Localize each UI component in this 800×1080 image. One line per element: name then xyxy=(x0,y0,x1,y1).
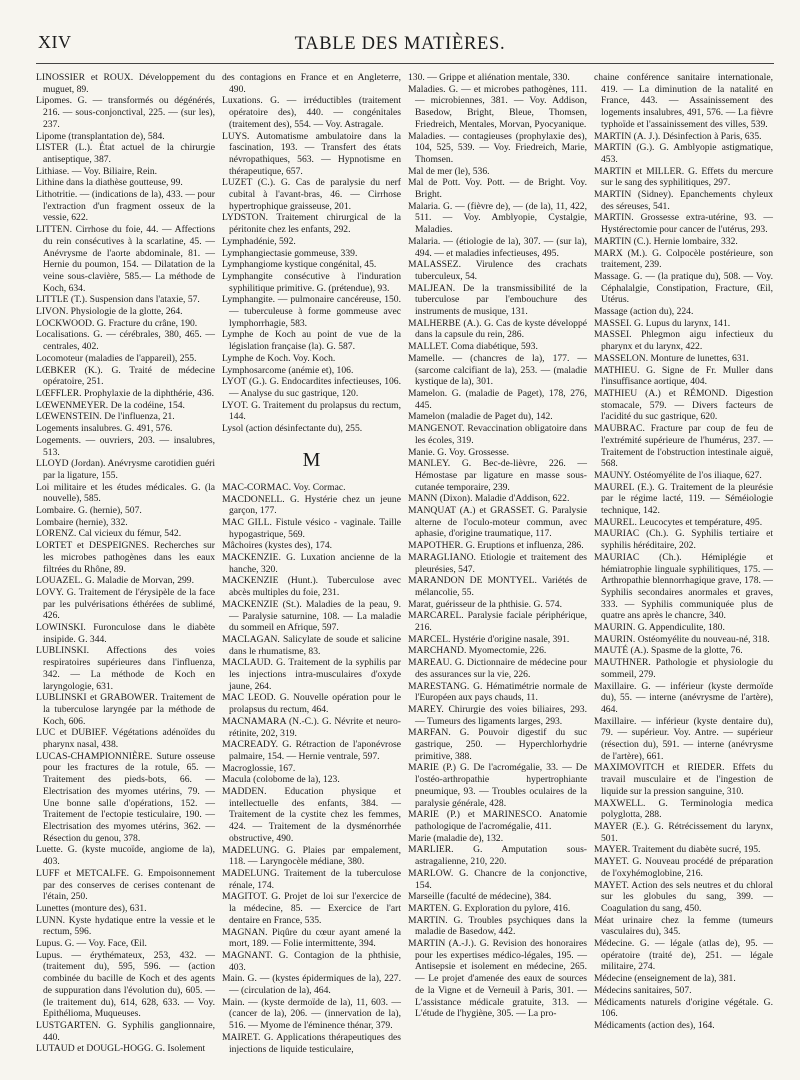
index-entry: MARLOW. G. Chancre de la conjonctive, 154. xyxy=(408,867,587,891)
index-entry: LYOT (G.). G. Endocardites infectieuses, 106. — Analyse du suc gastrique, 120. xyxy=(222,376,401,399)
index-entry: MARTIN (A.-J.). G. Revision des honoraires pour les expertises médico-légales, 195. — Antisepsie et isolement en médecine, 265. — Le projet d'amenée des eaux de sources de la Vigne et de Verneuil à Paris, 301. — L'assistance médicale gratuite, 313. — L'étude de l'hygiène, 305. — La pro- xyxy=(408,938,587,1020)
index-entry: Lithine dans la diathèse goutteuse, 99. xyxy=(36,177,183,189)
index-entry: Lymphe de Koch. Voy. Koch. xyxy=(222,352,336,364)
index-entry: LUZET (C.). G. Cas de paralysie du nerf cubital à l'avant-bras, 46. — Cirrhose hypertrophique graisseuse, 201. xyxy=(222,177,401,212)
index-entry: Massage. G. — (la pratique du), 508. — Voy. Céphalalgie, Constipation, Fracture, Œil, Utérus. xyxy=(594,270,773,306)
index-entry: MAPOTHER. G. Eruptions et influenza, 286. xyxy=(408,540,584,552)
index-entry: Lombaire (hernie), 332. xyxy=(36,516,128,528)
index-entry: LUFF et METCALFE. G. Empoisonnement par des conserves de cerises contenant de l'étain, 250. xyxy=(36,867,215,903)
index-entry: MAURIN. G. Appendiculite, 180. xyxy=(594,622,725,634)
index-entry: LUBLINSKI et GRABOWER. Traitement de la tuberculose laryngée par la méthode de Koch, 606. xyxy=(36,692,215,727)
index-entry: MACDONELL. G. Hystérie chez un jeune garçon, 177. xyxy=(222,493,401,517)
index-entry: Médicaments naturels d'origine végétale. G. 106. xyxy=(594,996,773,1020)
index-entry: MARTIN. G. Troubles psychiques dans la maladie de Basedow, 442. xyxy=(408,914,587,938)
index-entry: MANN (Dixon). Maladie d'Addison, 622. xyxy=(408,493,570,505)
index-entry: MAYER. Traitement du diabète sucré, 195. xyxy=(594,844,761,856)
index-entry: Locomoteur (maladies de l'appareil), 255. xyxy=(36,352,197,364)
index-entry: MARLIER. G. Amputation sous-astragalienne, 210, 220. xyxy=(408,844,587,868)
index-entry: MARESTANG. G. Hématimétrie normale de l'Européen aux pays chauds, 11. xyxy=(408,680,587,704)
index-entry: LOWINSKI. Furonculose dans le diabète insipide. G. 344. xyxy=(36,622,215,645)
index-entry: MADELUNG. Traitement de la tuberculose rénale, 174. xyxy=(222,868,401,891)
index-entry: MAUBRAC. Fracture par coup de feu de l'extrémité supérieure de l'humérus, 237. — Traitement de l'obstruction intestinale aiguë, 568. xyxy=(594,423,773,470)
index-entry: MACKENZIE (St.). Maladies de la peau, 9. — Paralysie saturnine, 108. — La maladie du sommeil en Afrique, 597. xyxy=(222,598,401,634)
index-entry: MACNAMARA (N.-C.). G. Névrite et neuro-rétinite, 202, 319. xyxy=(222,715,401,739)
index-entry: Luette. G. (kyste mucoïde, angiome de la), 403. xyxy=(36,844,215,868)
column-3 xyxy=(408,72,588,1068)
column-2 xyxy=(222,72,402,1068)
index-entry: MARIE (P.) et MARINESCO. Anatomie pathologique de l'acromégalie, 411. xyxy=(408,809,587,832)
header-rule xyxy=(36,63,774,64)
index-entry: Main. — (kyste dermoïde de la), 11, 603. — (cancer de la), 206. — (innervation de la), 516. — Myome de l'éminence thénar, 379. xyxy=(222,996,401,1032)
index-entry: Manie. G. Voy. Grossesse. xyxy=(408,446,510,458)
index-entry: Logements insalubres. G. 491, 576. xyxy=(36,423,173,435)
index-entry: MANQUAT (A.) et GRASSET. G. Paralysie alterne de l'oculo-moteur commun, avec aphasie, d'origine traumatique, 117. xyxy=(408,505,587,540)
page-number: XIV xyxy=(38,32,72,52)
index-entry: MARFAN. G. Pouvoir digestif du suc gastrique, 250. — Hyperchlorhydrie primitive, 388. xyxy=(408,727,587,762)
index-entry: Lombaire. G. (hernie), 507. xyxy=(36,505,142,517)
index-entry: MARTIN (C.). Hernie lombaire, 332. xyxy=(594,235,738,247)
index-entry: Médecine. G. — légale (atlas de), 95. — opératoire (traité de), 251. — légale militaire, 274. xyxy=(594,938,773,973)
index-entry: chaine conférence sanitaire internationale, 419. — La diminution de la natalité en France, 443. — Assainissement des logements insalubres, 491, 576. — La fièvre typhoïde et l'assainissement des villes, 539. xyxy=(594,72,773,130)
index-entry: Lymphangite consécutive à l'induration syphilitique primitive. G. (prétendue), 93. xyxy=(222,270,401,294)
index-entry: LYOT. G. Traitement du prolapsus du rectum, 144. xyxy=(222,399,401,423)
index-entry: MAUNY. Ostéomyélite de l'os iliaque, 627. xyxy=(594,469,762,481)
index-entry: MARCHAND. Myomectomie, 226. xyxy=(408,645,547,657)
index-entry: Macroglossie, 167. xyxy=(222,762,296,774)
index-entry: Marie (maladie de), 132. xyxy=(408,832,504,844)
index-entry: Malaria. — (étiologie de la), 307. — (sur la), 494. — et maladies infectieuses, 495. xyxy=(408,235,587,259)
column-4 xyxy=(594,72,774,1068)
index-entry: MANLEY. G. Bec-de-lièvre, 226. — Hémostase par ligature en masse sous-cutanée temporaire, 239. xyxy=(408,458,587,493)
index-entry: Maladies. — contagieuses (prophylaxie des), 104, 525, 539. — Voy. Friedreich, Marie, Thomsen. xyxy=(408,130,587,165)
index-entry: MAYET. Action des sels neutres et du chloral sur les globules du sang, 399. — Coagulation du sang, 450. xyxy=(594,879,773,914)
index-entry: MAC GILL. Fistule vésico - vaginale. Taille hypogastrique, 569. xyxy=(222,516,401,540)
index-entry: LUC et DUBIEF. Végétations adénoïdes du pharynx nasal, 438. xyxy=(36,727,215,751)
index-entry: MAURIAC (Ch.). G. Syphilis tertiaire et syphilis héréditaire, 202. xyxy=(594,528,773,552)
index-entry: Mal de mer (le), 536. xyxy=(408,165,490,177)
index-entry: MARTIN et MILLER. G. Effets du mercure sur le sang des syphilitiques, 297. xyxy=(594,165,773,189)
index-entry: LUBLINSKI. Affections des voies respiratoires supérieures dans l'influenza, 342. — La méthode de Koch en laryngologie, 631. xyxy=(36,645,215,692)
index-entry: Localisations. G. — cérébrales, 380, 465. — centrales, 402. xyxy=(36,329,215,353)
index-entry: LITTEN. Cirrhose du foie, 44. — Affections du rein consécutives à la scarlatine, 45. — Anévrysme de l'aorte abdominale, 81. — Hernie du poumon, 154. — Dilatation de la veine sous-clavière, 585.— La méthode de Koch, 634. xyxy=(36,224,215,294)
index-entry: MARANDON DE MONTYEL. Variétés de mélancolie, 55. xyxy=(408,575,587,598)
index-entry: MAGITOT. G. Projet de loi sur l'exercice de la médecine, 85. — Exercice de l'art dentaire en France, 535. xyxy=(222,891,401,926)
index-entry: Lupus. — érythémateux, 253, 432. — (traitement du), 595, 596. — (action combinée du bacille de Koch et des agents de suppuration dans l'évolution du), 605. — (le traitement du), 614, 628, 633. — Voy. Epithélioma, Muqueuses. xyxy=(36,949,215,1020)
index-entry: LOCKWOOD. G. Fracture du crâne, 190. xyxy=(36,317,198,329)
index-entry: MAGNANT. G. Contagion de la phthisie, 403. xyxy=(222,949,401,973)
index-entry: Marseille (faculté de médecine), 384. xyxy=(408,891,552,903)
index-entry: Méat urinaire chez la femme (tumeurs vasculaires du), 345. xyxy=(594,914,773,938)
index-entry: MALASSEZ. Virulence des crachats tuberculeux, 54. xyxy=(408,259,587,282)
index-entry: Logements. — ouvriers, 203. — insalubres, 513. xyxy=(36,434,215,458)
index-entry: MAXWELL. G. Terminologia medica polyglotta, 288. xyxy=(594,797,773,821)
index-entry: Lymphadénie, 592. xyxy=(222,235,296,247)
index-entry: Massage (action du), 224. xyxy=(594,306,694,318)
column-1 xyxy=(36,72,216,1068)
index-entry: MAYER (E.). G. Rétrécissement du larynx, 501. xyxy=(594,821,773,844)
index-entry: Mamelon (maladie de Paget du), 142. xyxy=(408,411,553,423)
index-entry: Médecine (enseignement de la), 381. xyxy=(594,973,736,985)
index-entry: MARX (M.). G. Colpocèle postérieure, son traitement, 239. xyxy=(594,247,773,271)
index-entry: Lymphe de Koch au point de vue de la législation française (la). G. 587. xyxy=(222,329,401,353)
index-entry: LUSTGARTEN. G. Syphilis ganglionnaire, 440. xyxy=(36,1019,215,1043)
index-entry: Luxations. G. — irréductibles (traitement opératoire des), 440. — congénitales (traitement des), 554. — Voy. Astragale. xyxy=(222,95,401,130)
index-entry: LIVON. Physiologie de la glotte, 264. xyxy=(36,306,183,318)
index-entry: Mal de Pott. Voy. Pott. — de Bright. Voy. Bright. xyxy=(408,177,587,201)
index-entry: MACLAUD. G. Traitement de la syphilis par les injections intra-musculaires d'oxyde jaune, 264. xyxy=(222,657,401,692)
index-entry: LUCAS-CHAMPIONNIÈRE. Suture osseuse pour les fractures de la rotule, 65. — Traitement des pieds-bots, 66. — Electrisation des myomes utérins, 79. — Une bonne salle d'opérations, 152. — Traitement de l'ectopie testiculaire, 190. — Electrisation des myomes utérins, 362. — Résection du genou, 378. xyxy=(36,750,215,844)
index-entry: MARTIN. Grossesse extra-utérine, 93. — Hystérectomie pour cancer de l'utérus, 293. xyxy=(594,212,773,236)
index-entry: LLOYD (Jordan). Anévrysme carotidien guéri par la ligature, 155. xyxy=(36,458,215,481)
index-entry: Lymphangiectasie gommeuse, 339. xyxy=(222,247,358,259)
index-entry: MAXIMOVITCH et RIEDER. Effets du travail musculaire et de l'ingestion de liquide sur la pression sanguine, 310. xyxy=(594,762,773,797)
index-entry: MAC LEOD. G. Nouvelle opération pour le prolapsus du rectum, 464. xyxy=(222,692,401,716)
index-entry: MAGNAN. Piqûre du cœur ayant amené la mort, 189. — Folie intermittente, 394. xyxy=(222,926,401,950)
index-entry: MARCAREL. Paralysie faciale périphérique, 216. xyxy=(408,610,587,634)
index-entry: Lymphangite. — pulmonaire cancéreuse, 150. — tuberculeuse à forme gommeuse avec lymphorrhagie, 583. xyxy=(222,294,401,329)
index-entry: MAUREL (E.). G. Traitement de la pleurésie par le régime lacté, 119. — Séméiologie technique, 142. xyxy=(594,481,773,517)
index-entry: MASSEI. Phlegmon aigu infectieux du pharynx et du larynx, 422. xyxy=(594,329,773,353)
index-entry: MARTIN (G.). G. Amblyopie astigmatique, 453. xyxy=(594,142,773,165)
index-entry: MADDEN. Education physique et intellectuelle des enfants, 384. — Traitement de la cystite chez les femmes, 424. — Traitement de la dysménorrhée obstructive, 490. xyxy=(222,786,401,844)
index-entry: MASSEI. G. Lupus du larynx, 141. xyxy=(594,317,731,329)
index-entry: MARTIN (A. J.). Désinfection à Paris, 635. xyxy=(594,130,762,142)
index-entry: MACKENZIE. G. Luxation ancienne de la hanche, 320. xyxy=(222,552,401,575)
index-entry: Lymphangiome kystique congénital, 45. xyxy=(222,259,377,271)
index-entry: MACLAGAN. Salicylate de soude et salicine dans le rhumatisme, 83. xyxy=(222,633,401,657)
index-entry: Médicaments (action des), 164. xyxy=(594,1019,715,1031)
index-entry: Lunettes (monture des), 631. xyxy=(36,902,147,914)
index-entry: Médecins sanitaires, 507. xyxy=(594,984,692,996)
index-entry: LUYS. Automatisme ambulatoire dans la fascination, 193. — Transfert des états névropathiques, 563. — Hypnotisme en thérapeutique, 657. xyxy=(222,130,401,177)
index-entry: MARTIN (Sidney). Epanchements chyleux des séreuses, 541. xyxy=(594,189,773,212)
index-entry: Lipome (transplantation de), 584. xyxy=(36,130,165,142)
index-entry: MAUREL. Leucocytes et température, 495. xyxy=(594,516,763,528)
index-columns xyxy=(36,72,774,1068)
index-entry: MAUTÉ (A.). Spasme de la glotte, 76. xyxy=(594,645,743,657)
index-entry: Mamelon. G. (maladie de Paget), 178, 276, 445. xyxy=(408,387,587,411)
index-entry: MAURIN. Ostéomyélite du nouveau-né, 318. xyxy=(594,633,770,645)
index-entry: Main. G. — (kystes épidermiques de la), 227. — (circulation de la), 464. xyxy=(222,973,401,997)
index-entry: LORTET et DESPEIGNES. Recherches sur les microbes pathogènes dans les eaux filtrées du Rhône, 89. xyxy=(36,540,215,575)
index-entry: MATHIEU (A.) et RÉMOND. Digestion stomacale, 579. — Divers facteurs de l'acidité du suc gastrique, 620. xyxy=(594,387,773,423)
index-entry: LOUAZEL. G. Maladie de Morvan, 299. xyxy=(36,575,194,587)
index-entry: LŒFFLER. Prophylaxie de la diphthérie, 436. xyxy=(36,387,214,399)
index-entry: Mamelle. — (chancres de la), 177. — (sarcome calcifiant de la), 253. — (maladie kystique de la), 301. xyxy=(408,352,587,388)
index-entry: LYDSTON. Traitement chirurgical de la péritonite chez les enfants, 292. xyxy=(222,212,401,236)
index-entry: MARIE (P.) G. De l'acromégalie, 33. — De l'ostéo-arthropathie hypertrophiante pneumique, 93. — Troubles oculaires de la paralysie générale, 428. xyxy=(408,762,587,809)
index-entry: Maxillaire. — inférieur (kyste dentaire du), 79. — supérieur. Voy. Antre. — supérieur (résection du), 591. — interne (anévrysme de l'artère), 661. xyxy=(594,715,773,762)
index-entry: MACREADY. G. Rétraction de l'aponévrose palmaire, 154. — Hernie ventrale, 597. xyxy=(222,739,401,762)
index-entry: LISTER (L.). État actuel de la chirurgie antiseptique, 387. xyxy=(36,142,215,165)
index-entry: Lymphosarcome (anémie et), 106. xyxy=(222,364,354,376)
index-entry: MAC-CORMAC. Voy. Cormac. xyxy=(222,481,346,493)
index-entry: MAURIAC (Ch.). Hémiplégie et hémiatrophie linguale syphilitiques, 175. — Arthropathie blennorrhagique grave, 178. — Syphilis secondaires anormales et graves, 333. — Syphilis communiquée plus de quatre ans après le chancre, 340. xyxy=(594,551,773,622)
index-entry: MAUTHNER. Pathologie et physiologie du sommeil, 279. xyxy=(594,657,773,680)
index-entry: Maxillaire. G. — inférieur (kyste dermoïde du), 55. — interne (anévrysme de l'artère), 464. xyxy=(594,680,773,715)
index-entry: MARCEL. Hystérie d'origine nasale, 391. xyxy=(408,633,570,645)
index-entry: MACKENZIE (Hunt.). Tuberculose avec abcès multiples du foie, 231. xyxy=(222,575,401,599)
index-entry: LUNN. Kyste hydatique entre la vessie et le rectum, 596. xyxy=(36,914,215,938)
index-entry: LUTAUD et DOUGL-HOGG. G. Isolement xyxy=(36,1043,206,1055)
index-entry: MALLET. Coma diabétique, 593. xyxy=(408,341,538,353)
index-entry: Lithotritie. — (indications de la), 433. — pour l'extraction d'un fragment osseux de la vessie, 622. xyxy=(36,189,215,224)
index-entry: Lupus. G. — Voy. Face, Œil. xyxy=(36,938,147,950)
page-header xyxy=(0,32,800,62)
index-entry: Lysol (action désinfectante du), 255. xyxy=(222,423,363,435)
index-entry: MAIRET. G. Applications thérapeutiques des injections de liquide testiculaire, xyxy=(222,1031,401,1055)
index-entry: LORENZ. Cal vicieux du fémur, 542. xyxy=(36,528,182,540)
index-entry: Malaria. G. — (fièvre de), — (de la), 11, 422, 511. — Voy. Amblyopie, Cystalgie, Maladies. xyxy=(408,200,587,236)
index-entry: MALJEAN. De la transmissibilité de la tuberculose par l'embouchure des instruments de musique, 131. xyxy=(408,282,587,318)
index-entry: LŒWENSTEIN. De l'influenza, 21. xyxy=(36,411,175,423)
index-entry: MATHIEU. G. Signe de Fr. Muller dans l'insuffisance aortique, 404. xyxy=(594,364,773,388)
index-entry: Macula (colobome de la), 123. xyxy=(222,774,340,786)
index-entry: LOVY. G. Traitement de l'érysipèle de la face par les pulvérisations éthérées de sublimé, 426. xyxy=(36,586,215,622)
index-entry: Lithiase. — Voy. Biliaire, Rein. xyxy=(36,165,158,177)
index-entry: Marat, guérisseur de la phthisie. G. 574. xyxy=(408,598,562,610)
index-entry: LŒWENMEYER. De la codéine, 154. xyxy=(36,399,185,411)
page-title: TABLE DES MATIÈRES. xyxy=(294,34,506,54)
index-entry: LŒBKER (K.). G. Traité de médecine opératoire, 251. xyxy=(36,364,215,388)
index-entry: MADELUNG. G. Plaies par empalement, 118. — Laryngocèle médiane, 380. xyxy=(222,844,401,868)
section-letter-heading: M xyxy=(302,448,322,471)
index-entry: des contagions en France et en Angleterre, 490. xyxy=(222,72,401,95)
index-entry: MAYET. G. Nouveau procédé de préparation de l'oxyhémoglobine, 216. xyxy=(594,856,773,879)
index-entry: LITTLE (T.). Suspension dans l'ataxie, 57. xyxy=(36,294,200,306)
index-entry: MASSELON. Monture de lunettes, 631. xyxy=(594,352,749,364)
index-entry: MAREY. Chirurgie des voies biliaires, 293. — Tumeurs des ligaments larges, 293. xyxy=(408,703,587,727)
index-entry: MAREAU. G. Dictionnaire de médecine pour des assurances sur la vie, 226. xyxy=(408,657,587,680)
index-entry: LINOSSIER et ROUX. Développement du muguet, 89. xyxy=(36,72,215,95)
index-entry: MARTEN. G. Exploration du pylore, 416. xyxy=(408,902,571,914)
index-entry: MANGENOT. Revaccination obligatoire dans les écoles, 319. xyxy=(408,423,587,446)
index-entry: MARAGLIANO. Etiologie et traitement des pleurésies, 547. xyxy=(408,551,587,575)
index-entry: 130. — Grippe et aliénation mentale, 330. xyxy=(408,72,570,83)
index-entry: MALHERBE (A.). G. Cas de kyste développé dans la capsule du rein, 286. xyxy=(408,317,587,341)
index-entry: Mâchoires (kystes des), 174. xyxy=(222,540,333,552)
index-entry: Maladies. G. — et microbes pathogènes, 111.— microbiennes, 381. — Voy. Addison, Basedow, Bright, Bleue, Thomsen, Friedreich, Mentales, Morvan, Pyocyanique. xyxy=(408,83,587,130)
index-entry: Lipomes. G. — transformés ou dégénérés, 216. — sous-conjonctival, 225. — (sur les), 237. xyxy=(36,95,215,130)
index-entry: Loi militaire et les études médicales. G. (la nouvelle), 585. xyxy=(36,481,215,505)
